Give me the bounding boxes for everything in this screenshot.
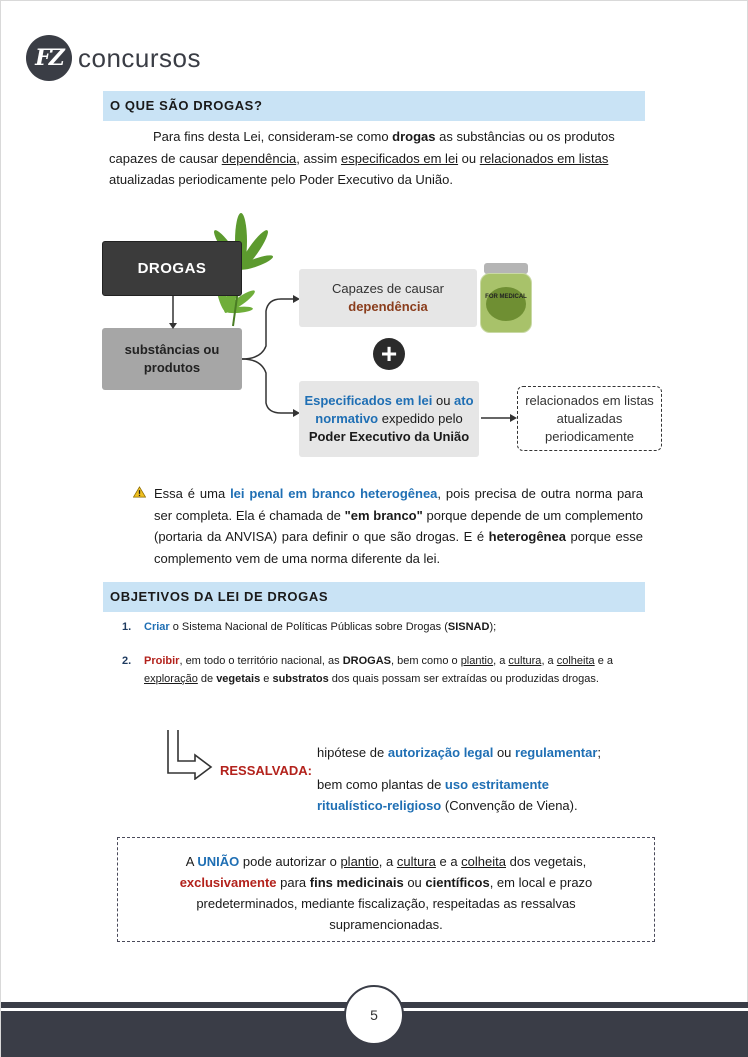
ressalva-item-1 — [317, 742, 601, 763]
obj2-substratos: substratos — [272, 673, 329, 685]
intro-drogas: drogas — [392, 129, 436, 144]
section-title-objetivos: OBJETIVOS DA LEI DE DROGAS — [103, 582, 645, 612]
warning-text: porque depende de um complemento (portaria da ANVISA) para definir o que são drogas. E é — [154, 507, 643, 544]
obj2-colheita: colheita — [556, 655, 595, 667]
plus-icon: + — [373, 338, 405, 370]
intro-text: atualizadas periodicamente pelo Poder Executivo da União. — [109, 172, 453, 187]
ressalva-text: bem como plantas de — [317, 777, 445, 792]
obj2-verb: Proibir — [144, 655, 180, 667]
intro-text: as substâncias ou os produtos capazes de causar — [109, 129, 615, 166]
obj2-text: dos quais possam ser extraídas ou produzidas drogas. — [328, 673, 599, 685]
box-relacionados: relacionados em listas atualizadas periodicamente — [517, 386, 662, 451]
section-title-drogas: O QUE SÃO DROGAS? — [103, 91, 645, 121]
list-number: 2. — [122, 655, 132, 667]
note-text: , em local e prazo predeterminados, mediante fiscalização, respeitadas as ressalvas supramencionadas. — [196, 875, 593, 932]
intro-relacionados: relacionados em listas — [479, 150, 609, 166]
note-fins-medicinais: fins medicinais — [309, 875, 404, 890]
ressalva-text: (Convenção de Viena). — [441, 798, 578, 813]
note-text: pode autorizar o — [239, 854, 341, 869]
obj1-verb: Criar — [144, 621, 170, 633]
obj2-text: , bem como o — [390, 655, 461, 667]
warning-text: , pois precisa de outra norma para ser completa. Ela é chamada de — [154, 486, 644, 523]
jar-illustration — [478, 263, 534, 333]
jar-label: FOR MEDICAL — [485, 294, 527, 300]
note-text: dos vegetais, — [505, 854, 587, 869]
uniao-note-box — [117, 837, 655, 942]
obj2-vegetais: vegetais — [216, 673, 261, 685]
obj2-text: de — [197, 673, 217, 685]
ressalva-regulamentar: regulamentar — [515, 745, 598, 760]
obj2-text: e a — [594, 655, 614, 667]
note-exclusivamente: exclusivamente — [179, 875, 277, 890]
box-dependencia — [299, 269, 477, 327]
note-text: A — [185, 854, 198, 869]
note-uniao: UNIÃO — [197, 854, 240, 869]
esp-a: Especificados em lei — [304, 393, 433, 408]
note-text: e a — [435, 854, 462, 869]
esp-d: expedido pelo — [378, 411, 463, 426]
ressalva-text: hipótese de — [317, 745, 388, 760]
corner-arrow-icon — [165, 730, 217, 780]
box-especificados — [299, 381, 479, 457]
note-plantio: plantio — [340, 854, 379, 869]
objectives-list — [116, 618, 636, 702]
obj2-plantio: plantio — [460, 655, 494, 667]
esp-e: Poder Executivo da União — [308, 429, 470, 444]
logo-mark: FZ — [26, 35, 72, 81]
ressalva-item-2 — [317, 774, 617, 816]
intro-paragraph — [109, 126, 629, 191]
box-drogas: DROGAS — [102, 241, 242, 296]
esp-c: ato normativo — [315, 393, 474, 426]
dep-line1: Capazes de causar — [331, 281, 444, 296]
obj2-exploracao: exploração — [144, 673, 198, 685]
ressalva-text: ; — [597, 745, 602, 760]
ressalva-text: ou — [493, 745, 516, 760]
ressalva-ritualistico: uso estritamente ritualístico-religioso — [317, 777, 549, 813]
esp-b: ou — [432, 393, 455, 408]
intro-text: ou — [458, 150, 480, 166]
note-cultura: cultura — [396, 854, 436, 869]
logo — [26, 35, 201, 81]
diagram-connectors — [166, 291, 306, 421]
intro-dependencia: dependência — [221, 150, 297, 166]
obj2-drogas: DROGAS — [342, 655, 391, 667]
note-text: , a — [378, 854, 397, 869]
obj1-text: ); — [489, 621, 497, 633]
list-number: 1. — [122, 621, 132, 633]
ressalva-autorizacao: autorização legal — [387, 745, 494, 760]
dep-line2: dependência — [348, 299, 428, 314]
arrow-to-listas — [479, 412, 519, 424]
note-text: ou — [403, 875, 426, 890]
obj2-text: e — [260, 673, 273, 685]
obj2-cultura: cultura — [508, 655, 542, 667]
obj1-text: o Sistema Nacional de Políticas Públicas sobre Drogas ( — [169, 621, 448, 633]
intro-text: Para fins desta Lei, consideram-se como — [153, 129, 393, 144]
list-item — [116, 618, 636, 636]
warning-em-branco: "em branco" — [344, 507, 423, 523]
obj2-text: , a — [493, 655, 509, 667]
warning-icon — [133, 486, 146, 498]
warning-paragraph — [135, 483, 643, 569]
page-number: 5 — [344, 985, 404, 1045]
logo-text: concursos — [78, 42, 201, 73]
box-substancias: substâncias ou produtos — [102, 328, 242, 390]
obj2-text: , em todo o território nacional, as — [179, 655, 343, 667]
warning-highlight: lei penal em branco heterogênea — [230, 486, 438, 501]
warning-text: Essa é uma — [154, 486, 231, 501]
ressalva-label: RESSALVADA: — [220, 763, 312, 778]
obj1-sisnad: SISNAD — [447, 621, 490, 633]
list-item — [116, 652, 636, 688]
intro-text: , assim — [296, 150, 341, 166]
warning-heterogenea: heterogênea — [488, 529, 566, 544]
note-colheita: colheita — [461, 854, 506, 869]
note-cientificos: científicos — [425, 875, 490, 890]
intro-especificados: especificados em lei — [341, 150, 459, 166]
obj2-text: , a — [541, 655, 557, 667]
note-text: para — [276, 875, 310, 890]
warning-text: porque esse complemento vem de uma norma diferente da lei. — [154, 529, 643, 566]
